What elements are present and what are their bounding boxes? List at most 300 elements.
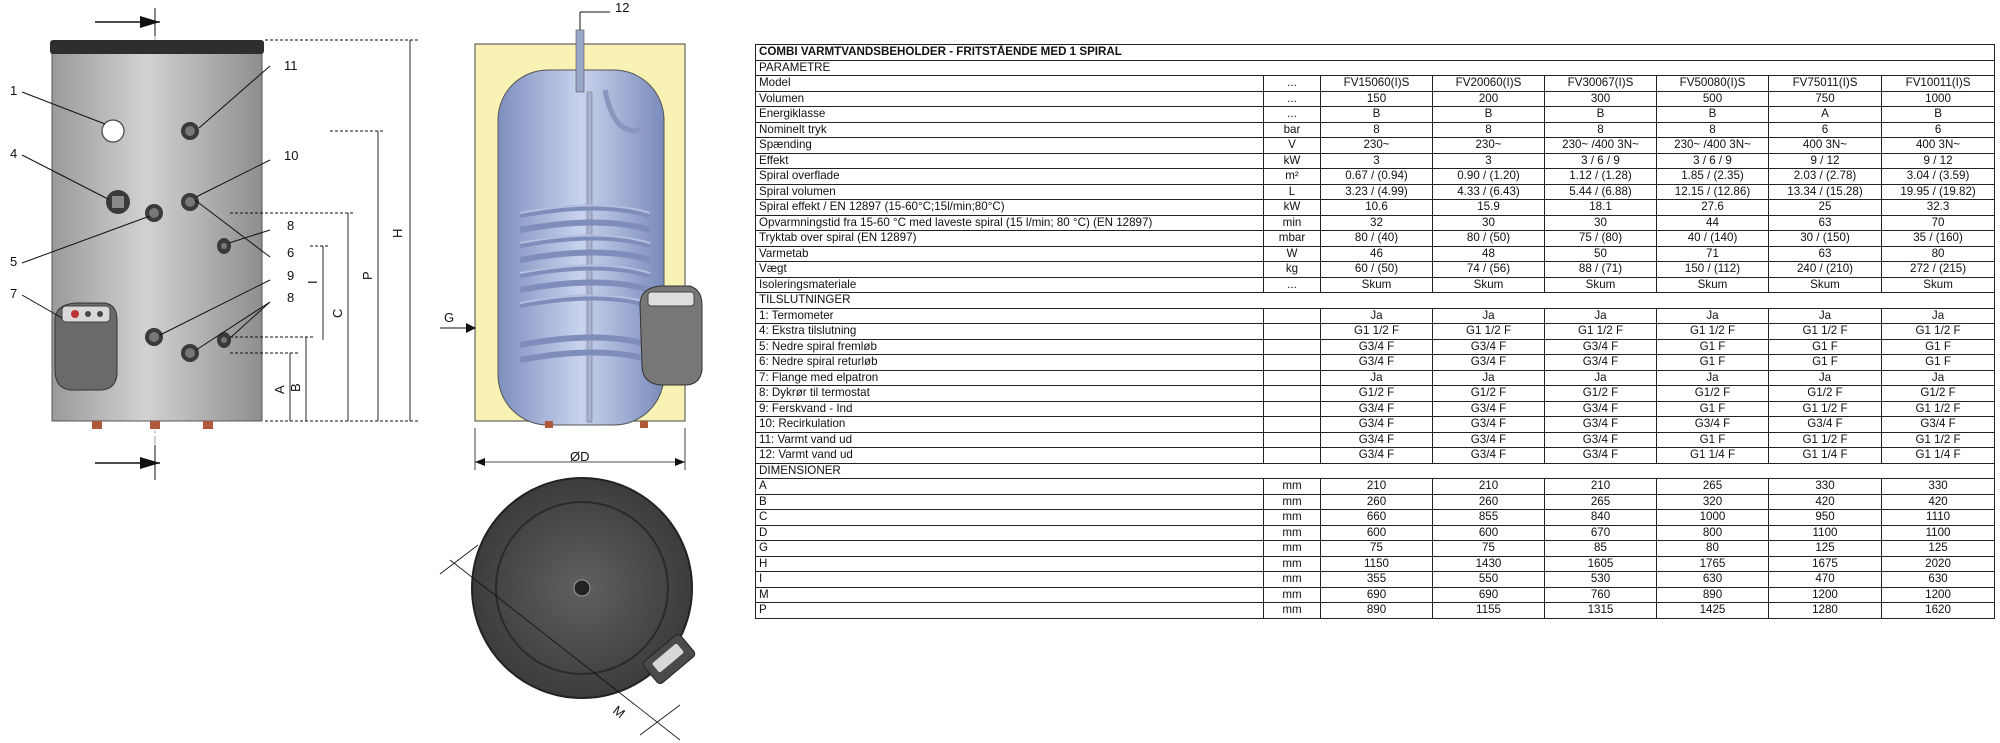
- row-unit: [1264, 370, 1321, 386]
- cell-value: G3/4 F: [1882, 417, 1995, 433]
- cell-value: 46: [1321, 246, 1433, 262]
- table-row: [756, 386, 1995, 402]
- row-unit: W: [1264, 246, 1321, 262]
- table-row: [756, 138, 1995, 154]
- cell-value: 88 / (71): [1545, 262, 1657, 278]
- row-unit: [1264, 324, 1321, 340]
- table-row: [756, 541, 1995, 557]
- cell-value: 40 / (140): [1657, 231, 1769, 247]
- cell-value: 25: [1769, 200, 1882, 216]
- row-label: Nominelt tryk: [756, 122, 1264, 138]
- cell-value: 320: [1657, 494, 1769, 510]
- dim-C-label: C: [330, 308, 345, 318]
- cell-value: 12.15 / (12.86): [1657, 184, 1769, 200]
- cell-value: 80: [1657, 541, 1769, 557]
- row-unit: mbar: [1264, 231, 1321, 247]
- cell-value: 13.34 / (15.28): [1769, 184, 1882, 200]
- cell-value: G1 1/2 F: [1657, 324, 1769, 340]
- cell-value: G1/2 F: [1769, 386, 1882, 402]
- cell-value: 600: [1321, 525, 1433, 541]
- row-unit: mm: [1264, 572, 1321, 588]
- spec-table-container: [755, 44, 1995, 619]
- cell-value: G3/4 F: [1657, 417, 1769, 433]
- cell-value: 1280: [1769, 603, 1882, 619]
- cell-value: 1110: [1882, 510, 1995, 526]
- row-label: 4: Ekstra tilslutning: [756, 324, 1264, 340]
- dim-G-label: G: [444, 310, 455, 325]
- cell-value: 265: [1657, 479, 1769, 495]
- cell-value: B: [1882, 107, 1995, 123]
- cell-value: Ja: [1769, 370, 1882, 386]
- cell-value: G1 1/4 F: [1882, 448, 1995, 464]
- cell-value: 3 / 6 / 9: [1657, 153, 1769, 169]
- dim-P-label: P: [360, 271, 375, 280]
- row-label: Spænding: [756, 138, 1264, 154]
- technical-drawings: [0, 0, 760, 743]
- cell-value: Ja: [1657, 370, 1769, 386]
- table-row: [756, 324, 1995, 340]
- top-view: [440, 478, 696, 740]
- cell-value: 2020: [1882, 556, 1995, 572]
- row-unit: mm: [1264, 479, 1321, 495]
- cell-value: 210: [1545, 479, 1657, 495]
- cell-value: G3/4 F: [1321, 432, 1433, 448]
- cell-value: 500: [1657, 91, 1769, 107]
- cell-value: B: [1321, 107, 1433, 123]
- cell-value: 1425: [1657, 603, 1769, 619]
- cell-value: Ja: [1769, 308, 1882, 324]
- cell-value: G3/4 F: [1769, 417, 1882, 433]
- cell-value: 3.04 / (3.59): [1882, 169, 1995, 185]
- cell-value: G1/2 F: [1657, 386, 1769, 402]
- cell-value: 1200: [1769, 587, 1882, 603]
- cell-value: G1 F: [1882, 355, 1995, 371]
- row-label: 5: Nedre spiral fremløb: [756, 339, 1264, 355]
- cell-value: 230~: [1433, 138, 1545, 154]
- dim-H-label: H: [390, 228, 405, 238]
- cell-value: 890: [1657, 587, 1769, 603]
- cell-value: 1605: [1545, 556, 1657, 572]
- table-row: [756, 308, 1995, 324]
- cell-value: 70: [1882, 215, 1995, 231]
- dim-D-label: ØD: [570, 449, 590, 464]
- cell-value: 230~ /400 3N~: [1545, 138, 1657, 154]
- cell-value: G1 F: [1657, 401, 1769, 417]
- cell-value: G1 1/2 F: [1769, 324, 1882, 340]
- cell-value: 75: [1433, 541, 1545, 557]
- cell-value: G1 F: [1882, 339, 1995, 355]
- cell-value: 210: [1433, 479, 1545, 495]
- cell-value: 760: [1545, 587, 1657, 603]
- cell-value: 8: [1657, 122, 1769, 138]
- front-view: [10, 8, 420, 480]
- table-row: [756, 448, 1995, 464]
- callout-5: 5: [10, 254, 18, 269]
- cell-value: 950: [1769, 510, 1882, 526]
- cell-value: 420: [1769, 494, 1882, 510]
- cell-value: 4.33 / (6.43): [1433, 184, 1545, 200]
- cell-value: G1 1/2 F: [1769, 401, 1882, 417]
- cell-value: 272 / (215): [1882, 262, 1995, 278]
- cell-value: 1150: [1321, 556, 1433, 572]
- cell-value: FV75011(I)S: [1769, 76, 1882, 92]
- cell-value: 550: [1433, 572, 1545, 588]
- cell-value: Skum: [1657, 277, 1769, 293]
- cell-value: 1315: [1545, 603, 1657, 619]
- cell-value: FV20060(I)S: [1433, 76, 1545, 92]
- cell-value: G3/4 F: [1433, 417, 1545, 433]
- table-row: [756, 153, 1995, 169]
- cell-value: 630: [1882, 572, 1995, 588]
- cell-value: G1 1/2 F: [1882, 401, 1995, 417]
- row-label: Volumen: [756, 91, 1264, 107]
- cell-value: 44: [1657, 215, 1769, 231]
- cell-value: Ja: [1545, 308, 1657, 324]
- cell-value: G1/2 F: [1545, 386, 1657, 402]
- cell-value: 48: [1433, 246, 1545, 262]
- table-row: [756, 494, 1995, 510]
- row-label: 8: Dykrør til termostat: [756, 386, 1264, 402]
- cell-value: 3: [1321, 153, 1433, 169]
- table-row: [756, 370, 1995, 386]
- table-row: [756, 246, 1995, 262]
- row-label: B: [756, 494, 1264, 510]
- cell-value: 15.9: [1433, 200, 1545, 216]
- cell-value: 670: [1545, 525, 1657, 541]
- cell-value: 2.03 / (2.78): [1769, 169, 1882, 185]
- cell-value: FV15060(I)S: [1321, 76, 1433, 92]
- row-label: C: [756, 510, 1264, 526]
- cell-value: 71: [1657, 246, 1769, 262]
- cell-value: 6: [1882, 122, 1995, 138]
- cell-value: 74 / (56): [1433, 262, 1545, 278]
- cell-value: 75: [1321, 541, 1433, 557]
- cell-value: 27.6: [1657, 200, 1769, 216]
- row-unit: L: [1264, 184, 1321, 200]
- cell-value: G1 1/2 F: [1769, 432, 1882, 448]
- row-unit: ...: [1264, 277, 1321, 293]
- row-unit: min: [1264, 215, 1321, 231]
- row-unit: mm: [1264, 510, 1321, 526]
- section-heading: PARAMETRE: [756, 60, 1995, 76]
- cell-value: 1.85 / (2.35): [1657, 169, 1769, 185]
- cell-value: G3/4 F: [1321, 417, 1433, 433]
- row-label: 10: Recirkulation: [756, 417, 1264, 433]
- row-label: H: [756, 556, 1264, 572]
- cell-value: G1 1/4 F: [1769, 448, 1882, 464]
- cell-value: G3/4 F: [1433, 432, 1545, 448]
- section-heading: DIMENSIONER: [756, 463, 1995, 479]
- cell-value: G3/4 F: [1321, 355, 1433, 371]
- cell-value: 9 / 12: [1882, 153, 1995, 169]
- cell-value: B: [1545, 107, 1657, 123]
- cell-value: 1620: [1882, 603, 1995, 619]
- callout-8-lower: 8: [287, 290, 295, 305]
- cell-value: Skum: [1769, 277, 1882, 293]
- table-row: [756, 169, 1995, 185]
- cell-value: 1000: [1657, 510, 1769, 526]
- cell-value: G3/4 F: [1545, 432, 1657, 448]
- row-unit: m²: [1264, 169, 1321, 185]
- cell-value: 1430: [1433, 556, 1545, 572]
- row-unit: ...: [1264, 107, 1321, 123]
- cell-value: 1.12 / (1.28): [1545, 169, 1657, 185]
- row-label: Spiral overflade: [756, 169, 1264, 185]
- cell-value: G3/4 F: [1433, 355, 1545, 371]
- cell-value: 1675: [1769, 556, 1882, 572]
- table-row: [756, 339, 1995, 355]
- row-unit: mm: [1264, 587, 1321, 603]
- callout-12: 12: [615, 0, 630, 15]
- row-label: 9: Ferskvand - Ind: [756, 401, 1264, 417]
- row-label: Isoleringsmateriale: [756, 277, 1264, 293]
- cell-value: 840: [1545, 510, 1657, 526]
- cell-value: 35 / (160): [1882, 231, 1995, 247]
- row-label: 6: Nedre spiral returløb: [756, 355, 1264, 371]
- row-label: D: [756, 525, 1264, 541]
- cell-value: G1 1/2 F: [1433, 324, 1545, 340]
- cell-value: 355: [1321, 572, 1433, 588]
- row-label: Effekt: [756, 153, 1264, 169]
- table-row: [756, 355, 1995, 371]
- row-unit: V: [1264, 138, 1321, 154]
- cell-value: 1100: [1769, 525, 1882, 541]
- cell-value: G3/4 F: [1545, 417, 1657, 433]
- cell-value: FV30067(I)S: [1545, 76, 1657, 92]
- cell-value: 1100: [1882, 525, 1995, 541]
- callout-10: 10: [284, 148, 299, 163]
- section-view: [440, 0, 702, 470]
- cell-value: 855: [1433, 510, 1545, 526]
- cell-value: G1 F: [1657, 339, 1769, 355]
- row-label: Opvarmningstid fra 15-60 °C med laveste spiral (15 l/min; 80 °C) (EN 12897): [756, 215, 1264, 231]
- table-row: [756, 122, 1995, 138]
- cell-value: 1000: [1882, 91, 1995, 107]
- section-heading-row: [756, 293, 1995, 309]
- row-unit: [1264, 386, 1321, 402]
- cell-value: Ja: [1321, 370, 1433, 386]
- cell-value: 400 3N~: [1882, 138, 1995, 154]
- cell-value: 30: [1545, 215, 1657, 231]
- cell-value: 660: [1321, 510, 1433, 526]
- row-unit: [1264, 339, 1321, 355]
- cell-value: 0.90 / (1.20): [1433, 169, 1545, 185]
- cell-value: Skum: [1882, 277, 1995, 293]
- cell-value: 150: [1321, 91, 1433, 107]
- callout-8-upper: 8: [287, 218, 295, 233]
- table-row: [756, 479, 1995, 495]
- cell-value: G3/4 F: [1321, 448, 1433, 464]
- cell-value: 470: [1769, 572, 1882, 588]
- cell-value: G1 F: [1657, 432, 1769, 448]
- cell-value: Ja: [1433, 308, 1545, 324]
- table-row: [756, 572, 1995, 588]
- cell-value: G3/4 F: [1545, 339, 1657, 355]
- cell-value: 3 / 6 / 9: [1545, 153, 1657, 169]
- dim-B-label: B: [288, 383, 303, 392]
- cell-value: 600: [1433, 525, 1545, 541]
- callout-7: 7: [10, 286, 18, 301]
- cell-value: G1 1/2 F: [1321, 324, 1433, 340]
- row-unit: [1264, 355, 1321, 371]
- cell-value: 750: [1769, 91, 1882, 107]
- cell-value: 1155: [1433, 603, 1545, 619]
- cell-value: 125: [1882, 541, 1995, 557]
- table-row: [756, 184, 1995, 200]
- cell-value: 30: [1433, 215, 1545, 231]
- cell-value: 200: [1433, 91, 1545, 107]
- table-row: [756, 603, 1995, 619]
- row-unit: kg: [1264, 262, 1321, 278]
- cell-value: 3: [1433, 153, 1545, 169]
- callout-1: 1: [10, 83, 18, 98]
- row-label: Spiral volumen: [756, 184, 1264, 200]
- cell-value: G1 F: [1769, 355, 1882, 371]
- cell-value: Ja: [1882, 308, 1995, 324]
- cell-value: 50: [1545, 246, 1657, 262]
- cell-value: 8: [1545, 122, 1657, 138]
- cell-value: 80 / (50): [1433, 231, 1545, 247]
- cell-value: 400 3N~: [1769, 138, 1882, 154]
- cell-value: Skum: [1433, 277, 1545, 293]
- table-row: [756, 107, 1995, 123]
- row-label: 7: Flange med elpatron: [756, 370, 1264, 386]
- row-unit: [1264, 401, 1321, 417]
- cell-value: G1 1/2 F: [1882, 324, 1995, 340]
- cell-value: 6: [1769, 122, 1882, 138]
- cell-value: 330: [1769, 479, 1882, 495]
- table-row: [756, 215, 1995, 231]
- cell-value: 75 / (80): [1545, 231, 1657, 247]
- cell-value: G3/4 F: [1545, 401, 1657, 417]
- cell-value: 630: [1657, 572, 1769, 588]
- cell-value: G1/2 F: [1433, 386, 1545, 402]
- row-unit: [1264, 432, 1321, 448]
- cell-value: G1 F: [1769, 339, 1882, 355]
- row-unit: ...: [1264, 76, 1321, 92]
- cell-value: 800: [1657, 525, 1769, 541]
- row-unit: kW: [1264, 200, 1321, 216]
- cell-value: 8: [1433, 122, 1545, 138]
- cell-value: Skum: [1321, 277, 1433, 293]
- cell-value: G3/4 F: [1545, 355, 1657, 371]
- cell-value: Ja: [1545, 370, 1657, 386]
- cell-value: 300: [1545, 91, 1657, 107]
- cell-value: 80: [1882, 246, 1995, 262]
- cell-value: Ja: [1657, 308, 1769, 324]
- row-label: 11: Varmt vand ud: [756, 432, 1264, 448]
- cell-value: 265: [1545, 494, 1657, 510]
- cell-value: 60 / (50): [1321, 262, 1433, 278]
- row-label: Varmetab: [756, 246, 1264, 262]
- cell-value: G1 F: [1657, 355, 1769, 371]
- cell-value: 8: [1321, 122, 1433, 138]
- row-label: Vægt: [756, 262, 1264, 278]
- row-label: Spiral effekt / EN 12897 (15-60°C;15l/min;80°C): [756, 200, 1264, 216]
- table-row: [756, 525, 1995, 541]
- cell-value: 210: [1321, 479, 1433, 495]
- table-row: [756, 231, 1995, 247]
- dim-I-label: I: [305, 280, 320, 284]
- cell-value: G3/4 F: [1433, 339, 1545, 355]
- cell-value: G3/4 F: [1433, 401, 1545, 417]
- cell-value: 690: [1433, 587, 1545, 603]
- cell-value: Ja: [1321, 308, 1433, 324]
- row-label: Tryktab over spiral (EN 12897): [756, 231, 1264, 247]
- row-unit: [1264, 308, 1321, 324]
- row-unit: [1264, 448, 1321, 464]
- table-row: [756, 556, 1995, 572]
- callout-4: 4: [10, 146, 18, 161]
- cell-value: 30 / (150): [1769, 231, 1882, 247]
- cell-value: FV50080(I)S: [1657, 76, 1769, 92]
- cell-value: A: [1769, 107, 1882, 123]
- cell-value: 63: [1769, 215, 1882, 231]
- section-heading-row: [756, 60, 1995, 76]
- cell-value: G1 1/2 F: [1545, 324, 1657, 340]
- cell-value: 230~ /400 3N~: [1657, 138, 1769, 154]
- table-row: [756, 91, 1995, 107]
- row-unit: mm: [1264, 494, 1321, 510]
- section-heading: TILSLUTNINGER: [756, 293, 1995, 309]
- cell-value: 530: [1545, 572, 1657, 588]
- row-unit: mm: [1264, 525, 1321, 541]
- cell-value: G3/4 F: [1433, 448, 1545, 464]
- row-label: A: [756, 479, 1264, 495]
- table-title: COMBI VARMTVANDSBEHOLDER - FRITSTÅENDE MED 1 SPIRAL: [756, 45, 1995, 61]
- cell-value: 80 / (40): [1321, 231, 1433, 247]
- cell-value: B: [1433, 107, 1545, 123]
- row-unit: mm: [1264, 541, 1321, 557]
- cell-value: 420: [1882, 494, 1995, 510]
- cell-value: 230~: [1321, 138, 1433, 154]
- table-row: [756, 432, 1995, 448]
- table-row: [756, 76, 1995, 92]
- row-unit: kW: [1264, 153, 1321, 169]
- cell-value: 10.6: [1321, 200, 1433, 216]
- row-label: Model: [756, 76, 1264, 92]
- cell-value: G1 1/2 F: [1882, 432, 1995, 448]
- row-label: P: [756, 603, 1264, 619]
- cell-value: 330: [1882, 479, 1995, 495]
- cell-value: G3/4 F: [1321, 339, 1433, 355]
- cell-value: 260: [1433, 494, 1545, 510]
- cell-value: 150 / (112): [1657, 262, 1769, 278]
- dim-M-label: M: [610, 702, 628, 722]
- row-label: 12: Varmt vand ud: [756, 448, 1264, 464]
- cell-value: 32.3: [1882, 200, 1995, 216]
- table-row: [756, 262, 1995, 278]
- cell-value: 0.67 / (0.94): [1321, 169, 1433, 185]
- cell-value: 260: [1321, 494, 1433, 510]
- cell-value: G3/4 F: [1545, 448, 1657, 464]
- row-unit: mm: [1264, 603, 1321, 619]
- table-row: [756, 200, 1995, 216]
- cell-value: 5.44 / (6.88): [1545, 184, 1657, 200]
- row-unit: bar: [1264, 122, 1321, 138]
- cell-value: 240 / (210): [1769, 262, 1882, 278]
- row-label: Energiklasse: [756, 107, 1264, 123]
- table-row: [756, 401, 1995, 417]
- cell-value: 890: [1321, 603, 1433, 619]
- cell-value: 1765: [1657, 556, 1769, 572]
- cell-value: 18.1: [1545, 200, 1657, 216]
- cell-value: 19.95 / (19.82): [1882, 184, 1995, 200]
- row-unit: mm: [1264, 556, 1321, 572]
- row-label: I: [756, 572, 1264, 588]
- table-row: [756, 277, 1995, 293]
- cell-value: 3.23 / (4.99): [1321, 184, 1433, 200]
